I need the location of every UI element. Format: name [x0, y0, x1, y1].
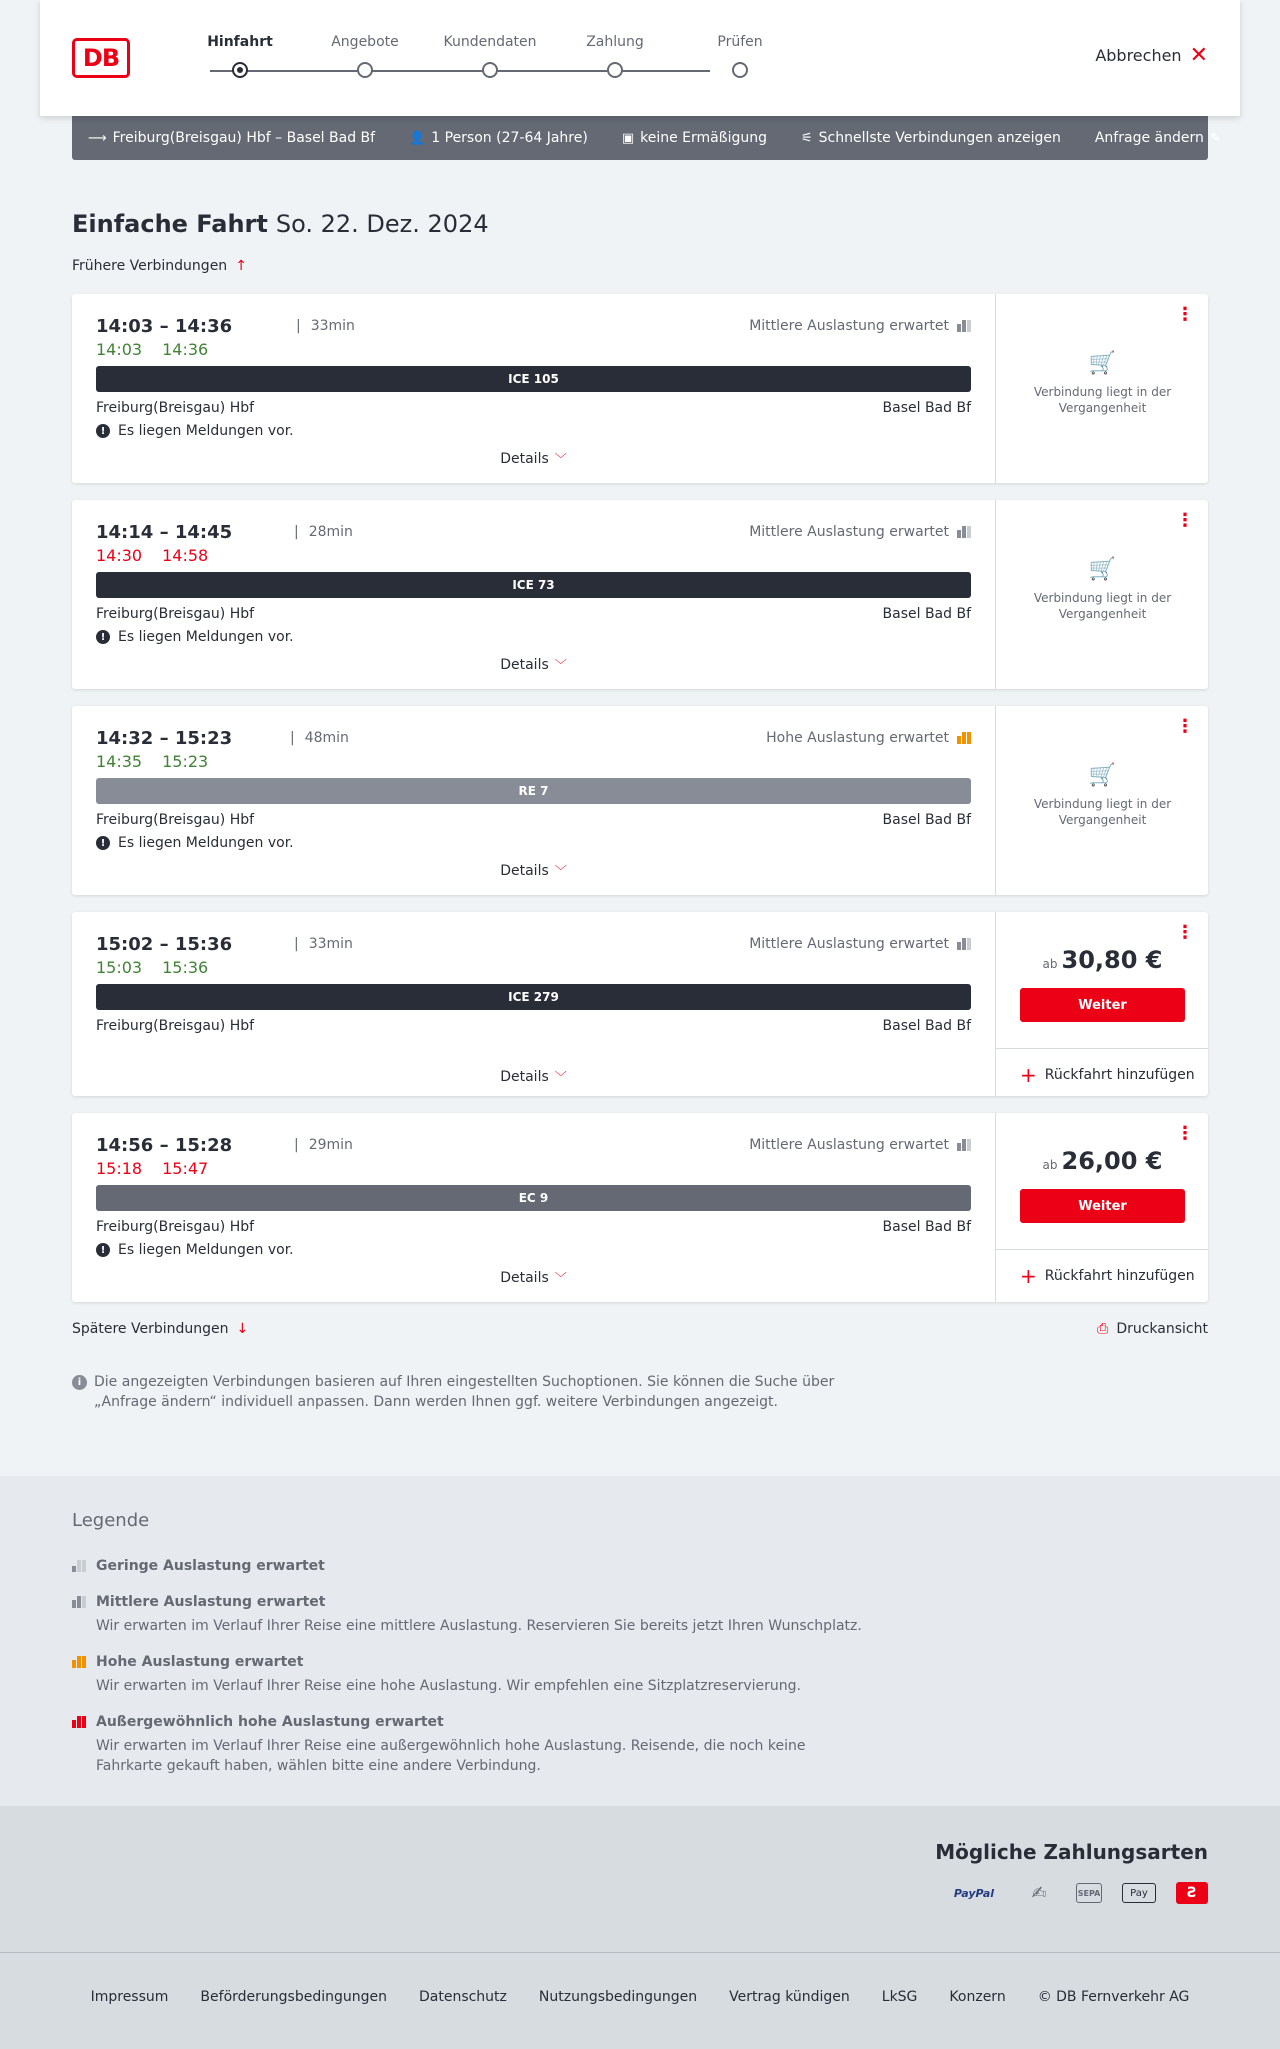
notice-text: Es liegen Meldungen vor. [118, 423, 294, 439]
medium-load-icon [957, 1139, 971, 1151]
step-angebote[interactable] [305, 34, 425, 50]
arrow-up-icon: ↑ [235, 258, 247, 274]
price-prefix: ab [1042, 957, 1058, 971]
progress-steps [180, 34, 763, 84]
train-bar[interactable]: RE 7 [96, 778, 971, 804]
footer-link-konzern[interactable]: Konzern [949, 1989, 1006, 2005]
realtime-times [96, 340, 228, 359]
paypal-logo: PayPal [953, 1886, 995, 1900]
origin-station: Freiburg(Breisgau) Hbf [96, 606, 255, 622]
add-return-button[interactable] [996, 1048, 1208, 1100]
planned-times: 14:14 – 14:45 [96, 522, 233, 543]
later-connections-link[interactable] [72, 1321, 248, 1337]
destination-station: Basel Bad Bf [882, 1018, 971, 1034]
load-text: Mittlere Auslastung erwartet [749, 1137, 949, 1153]
origin-station: Freiburg(Breisgau) Hbf [96, 400, 255, 416]
load-indicator [749, 1137, 971, 1153]
realtime-arrival: 14:36 [162, 340, 209, 359]
legend-item-desc: Wir erwarten im Verlauf Ihrer Reise eine mittlere Auslastung. Reservieren Sie bereits jetzt Ihren Wunschplatz. [96, 1618, 862, 1634]
notice [96, 629, 294, 645]
legend-item-title: Außergewöhnlich hohe Auslastung erwartet [96, 1714, 444, 1730]
more-options-icon[interactable]: ⋮ [1176, 510, 1194, 531]
alert-icon: ! [96, 424, 110, 438]
offer-panel [995, 500, 1208, 689]
legend-item-very-high [72, 1714, 872, 1776]
legend-item-title: Geringe Auslastung erwartet [96, 1558, 325, 1574]
connection-card[interactable] [72, 912, 1208, 1096]
past-connection-note [996, 763, 1209, 828]
details-toggle[interactable] [72, 862, 995, 879]
chevron-down-icon: ﹀ [554, 658, 567, 672]
notice-text: Es liegen Meldungen vor. [118, 835, 294, 851]
step-dot [232, 62, 248, 78]
destination-station: Basel Bad Bf [882, 1219, 971, 1235]
chevron-down-icon: ﹀ [554, 1271, 567, 1285]
step-dot [482, 62, 498, 78]
step-pruefen[interactable] [680, 34, 800, 50]
alert-icon: ! [96, 836, 110, 850]
step-label: Prüfen [717, 34, 763, 50]
load-text: Mittlere Auslastung erwartet [749, 936, 949, 952]
realtime-arrival: 15:36 [162, 958, 209, 977]
payment-title: Mögliche Zahlungsarten [935, 1840, 1208, 1864]
step-label: Angebote [331, 34, 399, 50]
later-label: Spätere Verbindungen [72, 1321, 229, 1337]
realtime-departure: 15:18 [96, 1159, 143, 1178]
train-bar[interactable]: ICE 279 [96, 984, 971, 1010]
add-return-label: Rückfahrt hinzufügen [1044, 1066, 1195, 1083]
change-request-label: Anfrage ändern [1094, 130, 1204, 146]
option-text: Schnellste Verbindungen anzeigen [818, 130, 1061, 146]
print-view-link[interactable] [1097, 1321, 1208, 1337]
alert-icon: ! [96, 630, 110, 644]
origin-station: Freiburg(Breisgau) Hbf [96, 1018, 255, 1034]
offer-panel [995, 294, 1208, 483]
earlier-label: Frühere Verbindungen [72, 258, 228, 274]
legend-item-desc: Wir erwarten im Verlauf Ihrer Reise eine hohe Auslastung. Wir empfehlen eine Sitzplatzreservierung. [96, 1678, 801, 1694]
price [996, 946, 1209, 974]
footer-link-nutzungsbedingungen[interactable]: Nutzungsbedingungen [538, 1989, 698, 2005]
alert-icon: ! [96, 1243, 110, 1257]
footer-link-vertrag-kuendigen[interactable]: Vertrag kündigen [729, 1989, 850, 2005]
legend-item-low [72, 1558, 872, 1574]
connection-card[interactable] [72, 294, 1208, 483]
legend-title: Legende [72, 1510, 150, 1531]
trip-type: Einfache Fahrt [72, 210, 268, 238]
signature-icon: ✍ [1031, 1882, 1047, 1904]
arrow-down-icon: ↓ [236, 1321, 249, 1337]
past-connection-note [996, 351, 1209, 416]
origin-station: Freiburg(Breisgau) Hbf [96, 812, 255, 828]
pencil-icon: ✎ [1209, 130, 1221, 146]
footer-link-lksg[interactable]: LkSG [881, 1989, 918, 2005]
apple-pay-logo [1122, 1883, 1156, 1903]
card-icon: ▣ [621, 130, 635, 146]
footer-link-datenschutz[interactable]: Datenschutz [418, 1989, 507, 2005]
planned-times: 14:03 – 14:36 [96, 316, 233, 337]
step-zahlung[interactable] [555, 34, 675, 50]
sliders-icon: ⚟ [800, 130, 813, 146]
header [40, 0, 1240, 116]
planned-times: 14:56 – 15:28 [96, 1135, 233, 1156]
duration: | 33min [294, 936, 353, 952]
cancel-button[interactable] [1095, 42, 1208, 68]
offer-panel [995, 912, 1208, 1096]
add-return-label: Rückfahrt hinzufügen [1044, 1267, 1195, 1284]
close-icon: ✕ [1189, 42, 1208, 68]
route-summary [88, 130, 375, 146]
legend-item-title: Mittlere Auslastung erwartet [96, 1594, 326, 1610]
past-connection-note [996, 557, 1209, 622]
chevron-down-icon: ﹀ [554, 864, 567, 878]
destination-station: Basel Bad Bf [882, 812, 971, 828]
load-indicator [766, 730, 971, 746]
arrow-right-icon: ⟶ [88, 130, 107, 146]
legend-item-medium [72, 1594, 872, 1636]
details-toggle[interactable] [72, 656, 995, 673]
legend-item-desc: Wir erwarten im Verlauf Ihrer Reise eine außergewöhnlich hohe Auslastung. Reisende, die noch keine Fahrkarte gekauft haben, wählen bitte eine andere Verbindung. [96, 1738, 806, 1774]
step-label: Hinfahrt [207, 34, 273, 50]
legend-item-high [72, 1654, 872, 1696]
load-text: Mittlere Auslastung erwartet [749, 524, 949, 540]
train-bar[interactable]: ICE 73 [96, 572, 971, 598]
footer [0, 1952, 1280, 2049]
search-info-note [72, 1372, 852, 1412]
chevron-down-icon: ﹀ [554, 452, 567, 466]
footer-copyright: © DB Fernverkehr AG [1037, 1989, 1190, 2005]
connection-card[interactable] [72, 1113, 1208, 1302]
high-load-icon [72, 1656, 86, 1668]
route-text: Freiburg(Breisgau) Hbf – Basel Bad Bf [112, 130, 376, 146]
footer-links [0, 1989, 1280, 2005]
print-label: Druckansicht [1116, 1321, 1208, 1337]
legend-item-title: Hohe Auslastung erwartet [96, 1654, 304, 1670]
load-text: Hohe Auslastung erwartet [766, 730, 949, 746]
payment-method-list [946, 1882, 1208, 1904]
db-logo[interactable]: DB [72, 38, 130, 78]
realtime-arrival: 15:23 [162, 752, 209, 771]
medium-load-icon [957, 938, 971, 950]
more-options-icon[interactable]: ⋮ [1176, 1123, 1194, 1144]
connection-card[interactable] [72, 706, 1208, 895]
medium-load-icon [957, 526, 971, 538]
realtime-times [96, 546, 228, 565]
details-toggle[interactable] [72, 1068, 995, 1085]
medium-load-icon [957, 320, 971, 332]
plus-icon: + [1020, 1263, 1037, 1288]
load-indicator [749, 524, 971, 540]
cart-unavailable-icon: 🛒 [1088, 557, 1117, 582]
cart-unavailable-icon: 🛒 [1088, 351, 1117, 376]
step-dot [607, 62, 623, 78]
step-label: Zahlung [586, 34, 644, 50]
db-pay-icon: Ƨ [1176, 1882, 1208, 1904]
past-text: Verbindung liegt in der Vergangenheit [1033, 385, 1172, 415]
realtime-departure: 14:30 [96, 546, 143, 565]
high-load-icon [957, 732, 971, 744]
duration: | 29min [294, 1137, 353, 1153]
sepa-logo: SEPA [1076, 1883, 1102, 1903]
add-return-button[interactable] [996, 1249, 1208, 1301]
planned-times: 14:32 – 15:23 [96, 728, 233, 749]
very-high-load-icon [72, 1716, 86, 1728]
notice [96, 1242, 294, 1258]
step-label: Kundendaten [443, 34, 537, 50]
realtime-departure: 14:03 [96, 340, 143, 359]
destination-station: Basel Bad Bf [882, 606, 971, 622]
offer-panel [995, 1113, 1208, 1302]
price-prefix: ab [1042, 1158, 1058, 1172]
details-label: Details [500, 863, 549, 879]
footer-link-befoerderungsbedingungen[interactable]: Beförderungsbedingungen [200, 1989, 387, 2005]
plus-icon: + [1020, 1062, 1037, 1087]
planned-times: 15:02 – 15:36 [96, 934, 233, 955]
progress-line [210, 70, 710, 72]
realtime-times [96, 752, 228, 771]
discount-text: keine Ermäßigung [640, 130, 767, 146]
more-options-icon[interactable]: ⋮ [1176, 922, 1194, 943]
step-hinfahrt[interactable] [180, 34, 300, 50]
search-summary-bar [72, 116, 1221, 160]
cart-unavailable-icon: 🛒 [1088, 763, 1117, 788]
continue-button[interactable]: Weiter [1020, 988, 1185, 1022]
trip-date: So. 22. Dez. 2024 [275, 210, 489, 238]
medium-load-icon [72, 1596, 86, 1608]
origin-station: Freiburg(Breisgau) Hbf [96, 1219, 255, 1235]
duration: | 48min [290, 730, 349, 746]
destination-station: Basel Bad Bf [882, 400, 971, 416]
legend-section [0, 1476, 1280, 1806]
details-label: Details [500, 1270, 549, 1286]
price-value: 30,80 € [1061, 946, 1163, 974]
notice [96, 423, 294, 439]
past-text: Verbindung liegt in der Vergangenheit [1033, 591, 1172, 621]
apple-pay-label: Pay [1130, 1887, 1148, 1899]
payment-methods-section [0, 1806, 1280, 1952]
realtime-times [96, 1159, 228, 1178]
duration: | 33min [296, 318, 355, 334]
load-text: Mittlere Auslastung erwartet [749, 318, 949, 334]
cancel-label: Abbrechen [1095, 46, 1182, 65]
details-toggle[interactable] [72, 450, 995, 467]
earlier-connections-link[interactable] [72, 258, 247, 274]
printer-icon: ⎙ [1097, 1321, 1109, 1337]
past-text: Verbindung liegt in der Vergangenheit [1033, 797, 1172, 827]
person-icon: 👤 [409, 130, 426, 146]
travellers-text: 1 Person (27-64 Jahre) [431, 130, 588, 146]
details-label: Details [500, 451, 549, 467]
details-label: Details [500, 657, 549, 673]
option-summary [801, 130, 1061, 146]
price [996, 1147, 1209, 1175]
details-toggle[interactable] [72, 1269, 995, 1286]
notice [96, 835, 294, 851]
travellers-summary [409, 130, 588, 146]
discount-summary [622, 130, 767, 146]
realtime-arrival: 15:47 [162, 1159, 209, 1178]
more-options-icon[interactable]: ⋮ [1176, 304, 1194, 325]
details-label: Details [500, 1069, 549, 1085]
notice-text: Es liegen Meldungen vor. [118, 629, 294, 645]
offer-panel [995, 706, 1208, 895]
train-bar[interactable]: ICE 105 [96, 366, 971, 392]
duration: | 28min [294, 524, 353, 540]
notice-text: Es liegen Meldungen vor. [118, 1242, 294, 1258]
more-options-icon[interactable]: ⋮ [1176, 716, 1194, 737]
load-indicator [749, 936, 971, 952]
step-dot [357, 62, 373, 78]
realtime-times [96, 958, 228, 977]
footer-link-impressum[interactable]: Impressum [90, 1989, 169, 2005]
realtime-departure: 14:35 [96, 752, 143, 771]
connection-card[interactable] [72, 500, 1208, 689]
chevron-down-icon: ﹀ [554, 1070, 567, 1084]
page-title [72, 210, 489, 238]
continue-button[interactable]: Weiter [1020, 1189, 1185, 1223]
step-dot [732, 62, 748, 78]
step-kundendaten[interactable] [430, 34, 550, 50]
load-indicator [749, 318, 971, 334]
realtime-departure: 15:03 [96, 958, 143, 977]
low-load-icon [72, 1560, 86, 1572]
price-value: 26,00 € [1061, 1147, 1163, 1175]
info-text: Die angezeigten Verbindungen basieren auf Ihren eingestellten Suchoptionen. Sie können die Suche über „Anfrage ändern“ individuell anpassen. Dann werden Ihnen ggf. weitere Verbindungen angezeigt. [94, 1374, 835, 1410]
realtime-arrival: 14:58 [162, 546, 209, 565]
change-request-button[interactable] [1095, 130, 1221, 146]
train-bar[interactable]: EC 9 [96, 1185, 971, 1211]
info-icon: i [72, 1375, 87, 1390]
